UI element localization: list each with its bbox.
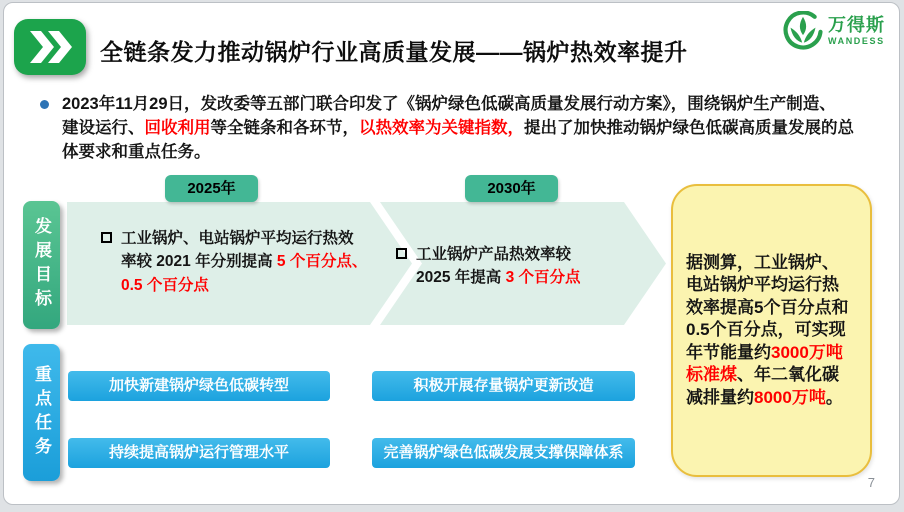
task-button-operation-management: 持续提高锅炉运行管理水平 (68, 438, 330, 468)
estimate-callout-box (671, 184, 872, 477)
task-button-existing-boiler-upgrade: 积极开展存量锅炉更新改造 (372, 371, 635, 401)
presentation-slide (3, 2, 900, 505)
double-chevron-icon (14, 19, 86, 75)
intro-paragraph (40, 93, 894, 165)
brand-name: 万得斯 (828, 15, 885, 35)
year-badge-2030: 2030年 (465, 175, 558, 202)
brand-text (828, 16, 885, 46)
brand-latin-name: WANDESS (828, 36, 885, 46)
bullet-icon (40, 100, 49, 109)
goals-label-text: 发展目标 (32, 217, 51, 313)
task-button-new-boiler-transition: 加快新建锅炉绿色低碳转型 (68, 371, 330, 401)
checkbox-icon (101, 232, 112, 243)
page-title: 全链条发力推动锅炉行业高质量发展——锅炉热效率提升 (100, 39, 688, 65)
goals-section-label (23, 201, 60, 329)
tasks-section-label (23, 344, 60, 481)
intro-text: 2023年11月29日，发改委等五部门联合印发了《锅炉绿色低碳高质量发展行动方案》，围绕锅炉生产制造、 建设运行、回收利用等全链条和各环节，以热效率为关键指数，提出了加快推动锅炉绿色低碳高质量发展的总 体要求和重点任务。 (62, 95, 854, 161)
goal-item-2030 (396, 243, 648, 290)
year-badge-2025: 2025年 (165, 175, 258, 202)
task-button-support-system: 完善锅炉绿色低碳发展支撑保障体系 (372, 438, 635, 468)
page-number: 7 (867, 475, 875, 490)
goal-item-text: 工业锅炉、电站锅炉平均运行热效 率较 2021 年分别提高 5 个百分点、 0.5 个百分点 (121, 230, 368, 294)
checkbox-icon (396, 248, 407, 259)
estimate-callout-text: 据测算，工业锅炉、 电站锅炉平均运行热 效率提高5个百分点和 0.5个百分点，可实现 年节能量约3000万吨 标准煤、年二氧化碳 减排量约8000万吨。 (686, 252, 849, 407)
tasks-label-text: 重点任务 (32, 364, 51, 461)
goal-item-text: 工业锅炉产品热效率较 2025 年提高 3 个百分点 (416, 246, 581, 287)
wandess-logo-icon (783, 11, 823, 51)
brand-logo (783, 11, 885, 51)
goal-item-2025 (101, 227, 393, 297)
